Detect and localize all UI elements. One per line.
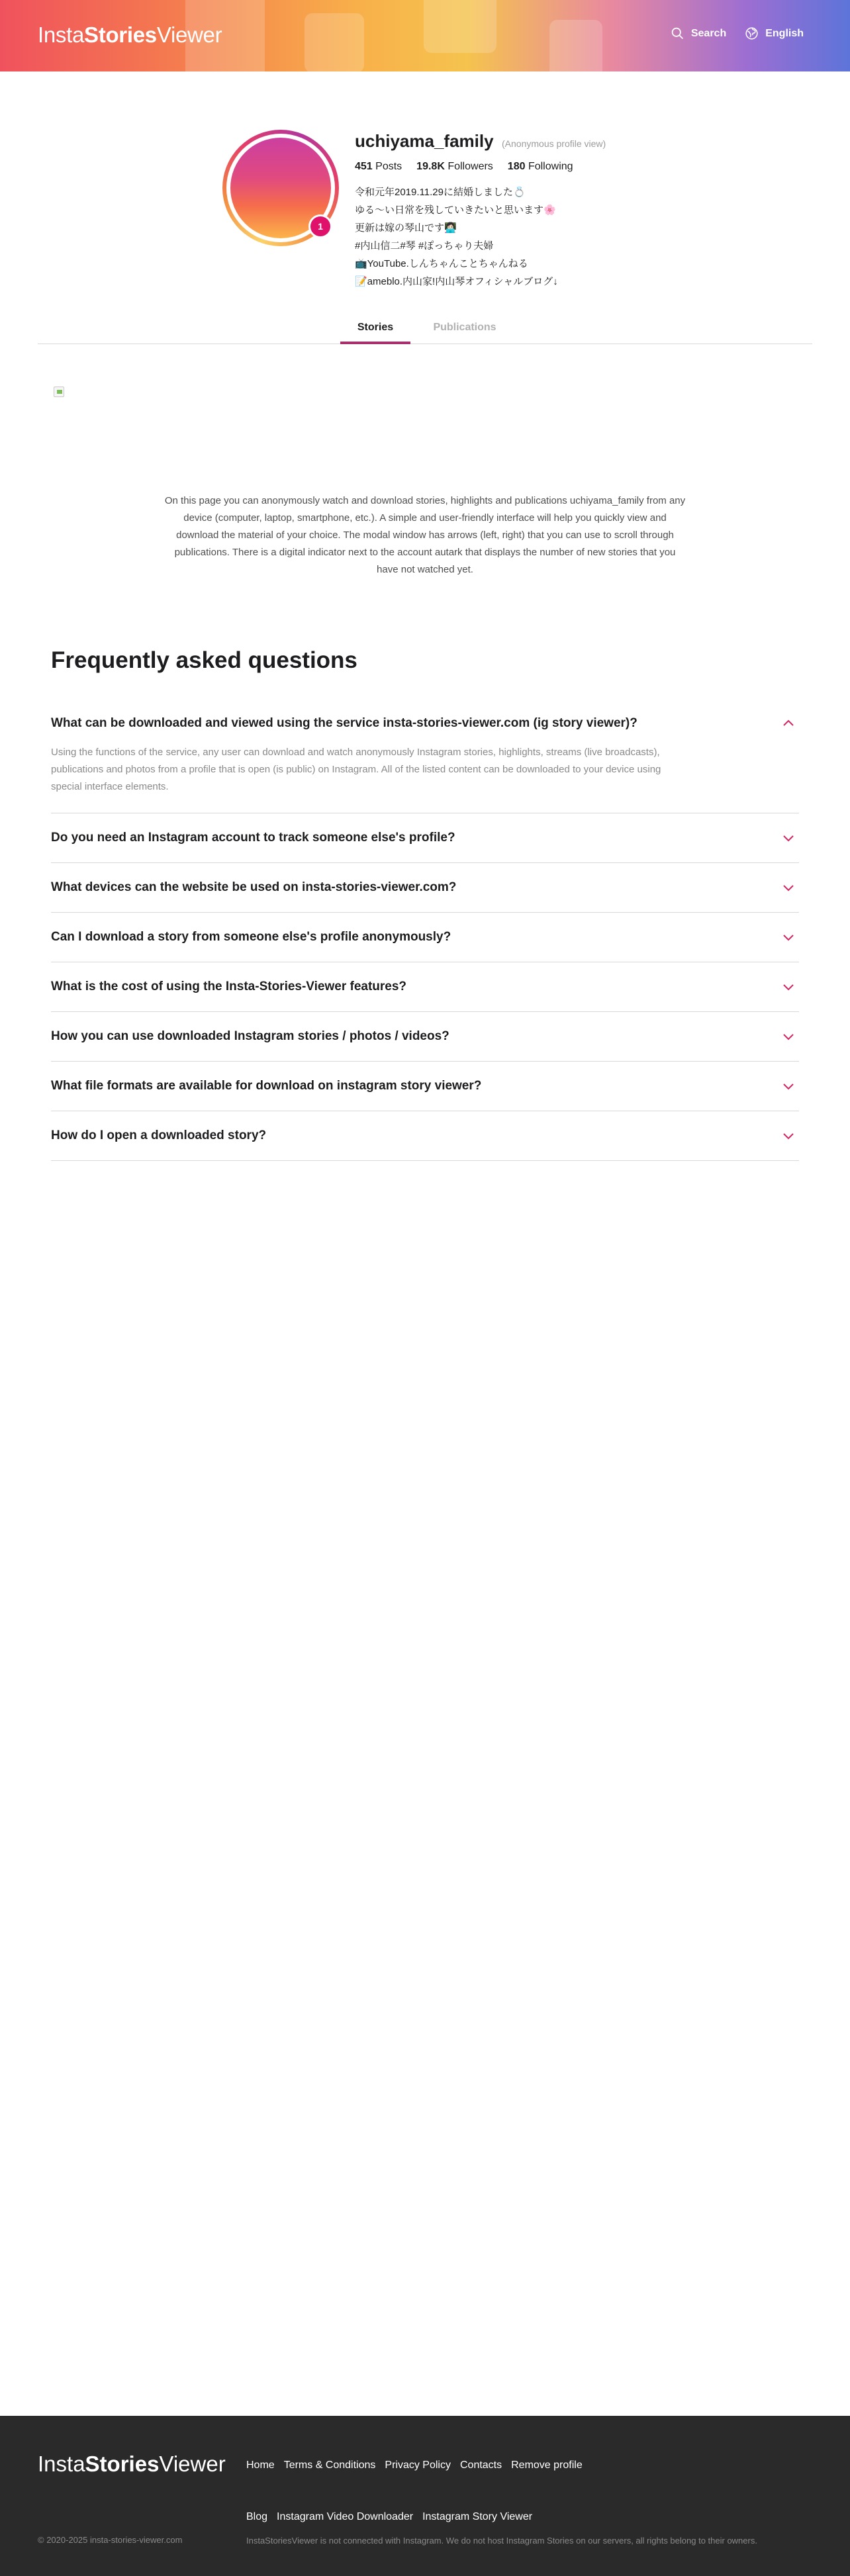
site-header bbox=[0, 0, 850, 71]
bio-line[interactable]: 📝ameblo.内山家!内山琴オフィシャルブログ↓ bbox=[355, 276, 558, 287]
footer-link-contacts[interactable]: Contacts bbox=[459, 2460, 502, 2471]
faq-list bbox=[51, 699, 799, 1161]
following-stat bbox=[508, 161, 573, 173]
chevron-down-icon bbox=[782, 931, 795, 944]
profile-username: uchiyama_family bbox=[355, 131, 494, 151]
anonymous-label: (Anonymous profile view) bbox=[502, 138, 606, 149]
faq-item bbox=[51, 863, 799, 913]
footer-link-video-downloader[interactable]: Instagram Video Downloader bbox=[277, 2511, 414, 2522]
profile-stats bbox=[355, 161, 659, 173]
bio-line: 📺YouTube.しんちゃんことちゃんねる bbox=[355, 258, 528, 269]
faq-question: How do I open a downloaded story? bbox=[51, 1128, 267, 1142]
chevron-down-icon bbox=[782, 881, 795, 894]
bio-line: ゆる〜い日常を残していきたいと思います🌸 bbox=[355, 205, 556, 216]
posts-count: 451 bbox=[355, 161, 373, 172]
bio-line: 更新は嫁の琴山です👩🏻‍💻 bbox=[355, 222, 457, 234]
faq-item bbox=[51, 813, 799, 863]
following-count: 180 bbox=[507, 161, 526, 172]
site-logo[interactable] bbox=[38, 23, 222, 48]
footer-logo-viewer: Viewer bbox=[159, 2452, 226, 2476]
faq-question-button[interactable] bbox=[51, 1111, 799, 1160]
footer-link-privacy[interactable]: Privacy Policy bbox=[385, 2460, 451, 2471]
footer-link-remove-profile[interactable]: Remove profile bbox=[511, 2460, 583, 2471]
chevron-down-icon bbox=[782, 1080, 795, 1093]
faq-question-button[interactable] bbox=[51, 1012, 799, 1061]
footer-logo-insta: Insta bbox=[38, 2452, 85, 2476]
followers-count: 19.8K bbox=[416, 161, 445, 172]
profile-bio bbox=[355, 183, 659, 291]
chevron-down-icon bbox=[782, 831, 795, 845]
search-label: Search bbox=[690, 27, 727, 39]
globe-icon bbox=[745, 26, 759, 40]
search-icon bbox=[671, 26, 685, 40]
logo-text-viewer: Viewer bbox=[156, 23, 222, 47]
faq-question: How you can use downloaded Instagram stories / photos / videos? bbox=[51, 1029, 449, 1043]
chevron-down-icon bbox=[782, 1030, 795, 1043]
search-button[interactable] bbox=[671, 26, 726, 40]
tab-publications[interactable]: Publications bbox=[433, 322, 496, 333]
profile-info bbox=[355, 131, 659, 291]
faq-question-button[interactable] bbox=[51, 699, 799, 748]
following-label: Following bbox=[528, 161, 573, 172]
footer-link-home[interactable]: Home bbox=[246, 2460, 275, 2471]
faq-question: Do you need an Instagram account to track someone else's profile? bbox=[51, 831, 455, 845]
chevron-down-icon bbox=[782, 980, 795, 993]
faq-item bbox=[51, 913, 799, 962]
followers-stat bbox=[416, 161, 493, 173]
faq-question: What file formats are available for download on instagram story viewer? bbox=[51, 1079, 482, 1093]
faq-title: Frequently asked questions bbox=[51, 647, 357, 673]
faq-item bbox=[51, 1062, 799, 1111]
logo-text-stories: Stories bbox=[84, 23, 157, 47]
new-stories-badge: 1 bbox=[308, 214, 332, 238]
footer-links bbox=[246, 2460, 657, 2523]
chevron-up-icon bbox=[782, 717, 795, 730]
broken-image-icon[interactable] bbox=[54, 387, 64, 397]
footer-link-story-viewer[interactable]: Instagram Story Viewer bbox=[422, 2511, 533, 2522]
faq-answer: Using the functions of the service, any user can download and watch anonymously Instagram stories, highlights, streams (live broadcasts), publications and photos from a profile that is open (is public) on Instagram. All of the listed content can be downloaded to your device using special interface elements. bbox=[51, 747, 661, 792]
chevron-down-icon bbox=[782, 1129, 795, 1142]
site-footer bbox=[0, 2416, 850, 2576]
faq-item bbox=[51, 1111, 799, 1161]
about-text: On this page you can anonymously watch and download stories, highlights and publications uchiyama_family from any device (computer, laptop, smartphone, etc.). A simple and user-friendly interface will help you quickly view and download the material of your choice. The modal window has arrows (left, right) that you can use to scroll through publications. There is a digital indicator next to the account autark that displays the number of new stories that you have not watched yet. bbox=[164, 495, 686, 575]
faq-question: What is the cost of using the Insta-Stories-Viewer features? bbox=[51, 980, 407, 993]
faq-question: What devices can the website be used on insta-stories-viewer.com? bbox=[51, 880, 457, 894]
footer-link-blog[interactable]: Blog bbox=[246, 2511, 268, 2522]
faq-question-button[interactable] bbox=[51, 1062, 799, 1111]
footer-logo-stories: Stories bbox=[85, 2452, 160, 2476]
language-button[interactable] bbox=[745, 26, 804, 40]
header-nav bbox=[671, 26, 804, 40]
footer-link-terms[interactable]: Terms & Conditions bbox=[283, 2460, 376, 2471]
faq-question-button[interactable] bbox=[51, 962, 799, 1011]
faq-item bbox=[51, 1012, 799, 1062]
faq-question: Can I download a story from someone else's profile anonymously? bbox=[51, 930, 451, 944]
faq-item bbox=[51, 699, 799, 813]
header-decoration bbox=[305, 13, 364, 71]
footer-disclaimer: InstaStoriesViewer is not connected with Instagram. We do not host Instagram Stories on our servers, all rights belong to their owners. bbox=[246, 2536, 757, 2546]
language-label: English bbox=[765, 27, 804, 39]
posts-stat bbox=[355, 161, 402, 173]
bio-line: 令和元年2019.11.29に結婚しました💍 bbox=[355, 187, 526, 198]
faq-item bbox=[51, 962, 799, 1012]
header-decoration bbox=[549, 20, 602, 71]
tab-stories[interactable]: Stories bbox=[340, 316, 410, 344]
followers-label: Followers bbox=[448, 161, 493, 172]
profile-tabs bbox=[38, 316, 812, 344]
footer-copyright: © 2020-2025 insta-stories-viewer.com bbox=[38, 2535, 183, 2545]
faq-question: What can be downloaded and viewed using the service insta-stories-viewer.com (ig story viewer)? bbox=[51, 716, 638, 730]
faq-question-button[interactable] bbox=[51, 813, 799, 862]
faq-question-button[interactable] bbox=[51, 863, 799, 912]
faq-question-button[interactable] bbox=[51, 913, 799, 962]
header-decoration bbox=[424, 0, 496, 53]
posts-label: Posts bbox=[375, 161, 402, 172]
bio-line: #内山信二#琴 #ぽっちゃり夫婦 bbox=[355, 240, 494, 252]
logo-text-insta: Insta bbox=[38, 23, 85, 47]
footer-logo[interactable] bbox=[38, 2452, 226, 2477]
